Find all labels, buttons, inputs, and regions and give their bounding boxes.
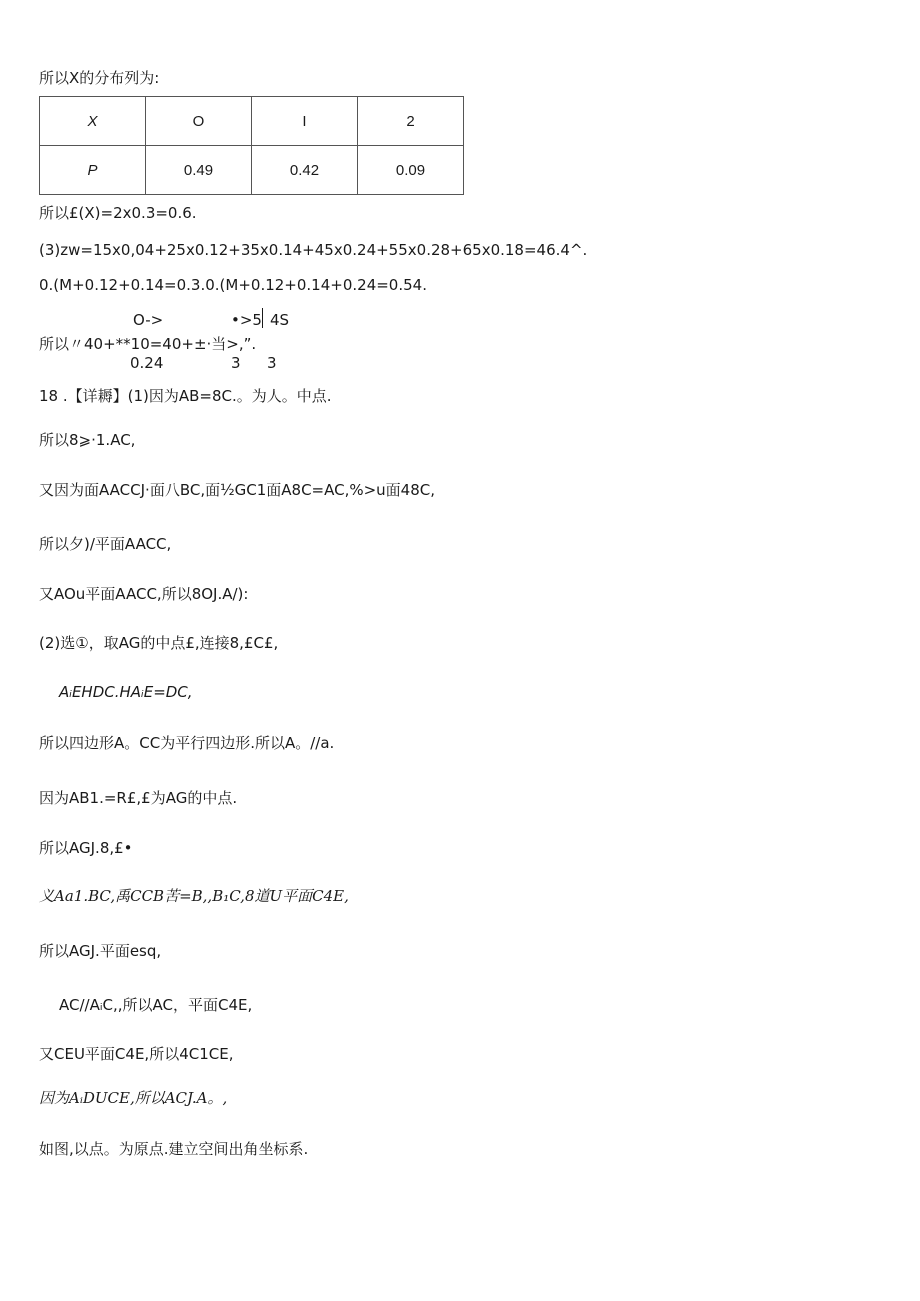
- proof-line: 所以夕)/平面AACC,: [39, 535, 172, 553]
- fraction-bottom-left: 0.24: [130, 354, 164, 372]
- fraction-divider: [262, 308, 263, 328]
- table-cell: I: [252, 97, 358, 146]
- proof-line: 又CEU平面C4E,所以4C1CE,: [39, 1045, 234, 1063]
- table-cell: 2: [358, 97, 464, 146]
- mean-calculation-line: (3)zw=15x0,04+25x0.12+35x0.14+45x0.24+55x0.28+65x0.18=46.4^.: [39, 241, 588, 259]
- proof-line: AᵢEHDC.HAᵢE=DC,: [59, 683, 193, 701]
- distribution-table: [39, 96, 464, 195]
- table-cell: O: [146, 97, 252, 146]
- proof-line: 又AOu平面AACC,所以8OJ.A/):: [39, 585, 249, 603]
- coordinate-system-line: 如图,以点。为原点.建立空间出角坐标系.: [39, 1140, 309, 1158]
- cumulative-line: 0.(M+0.12+0.14=0.3.0.(M+0.12+0.14+0.24=0.54.: [39, 276, 427, 294]
- part-2-line: (2)选①，取AG的中点£,连接8,£C£,: [39, 634, 279, 652]
- table-cell: 0.09: [358, 146, 464, 195]
- table-row: [40, 146, 464, 195]
- table-row: [40, 97, 464, 146]
- table-cell: X: [40, 97, 146, 146]
- proof-line: 所以四边形A。CC为平行四边形.所以A。//a.: [39, 734, 335, 752]
- fraction-top-mid: •>5: [231, 311, 262, 329]
- proof-line: 因为AᵢDUCE,所以ACJ.A。,: [39, 1089, 228, 1107]
- proof-line: 所以AGJ.平面esq,: [39, 942, 162, 960]
- expectation-line: 所以£(X)=2x0.3=0.6.: [39, 204, 197, 222]
- table-cell: 0.49: [146, 146, 252, 195]
- proof-line: AC//AᵢC,,所以AC，平面C4E,: [59, 996, 253, 1014]
- proof-line: 又因为面AACCJ·面八BC,面½GC1面A8C=AC,%>u面48C,: [39, 481, 436, 499]
- table-cell: 0.42: [252, 146, 358, 195]
- fraction-top-right: 4S: [270, 311, 290, 329]
- proof-line: 义Aa1.BC,禹CCB苦=B,,B₁C,8道U平面C4E,: [39, 887, 349, 905]
- proof-line: 所以8⩾·1.AC,: [39, 431, 136, 449]
- distribution-intro: 所以X的分布列为:: [39, 69, 160, 87]
- proof-line: 因为AB1.=R£,£为AG的中点.: [39, 789, 238, 807]
- fraction-top-left: O->: [133, 311, 164, 329]
- table-cell: P: [40, 146, 146, 195]
- problem-18-heading: 18 .【详耨】(1)因为AB=8C.。为人。中点.: [39, 387, 332, 405]
- fraction-bottom-mid: 3: [231, 354, 241, 372]
- proof-line: 所以AGJ.8,£•: [39, 839, 133, 857]
- median-line: 所以〃40+**10=40+±·当>,”.: [39, 335, 257, 353]
- fraction-bottom-right: 3: [267, 354, 277, 372]
